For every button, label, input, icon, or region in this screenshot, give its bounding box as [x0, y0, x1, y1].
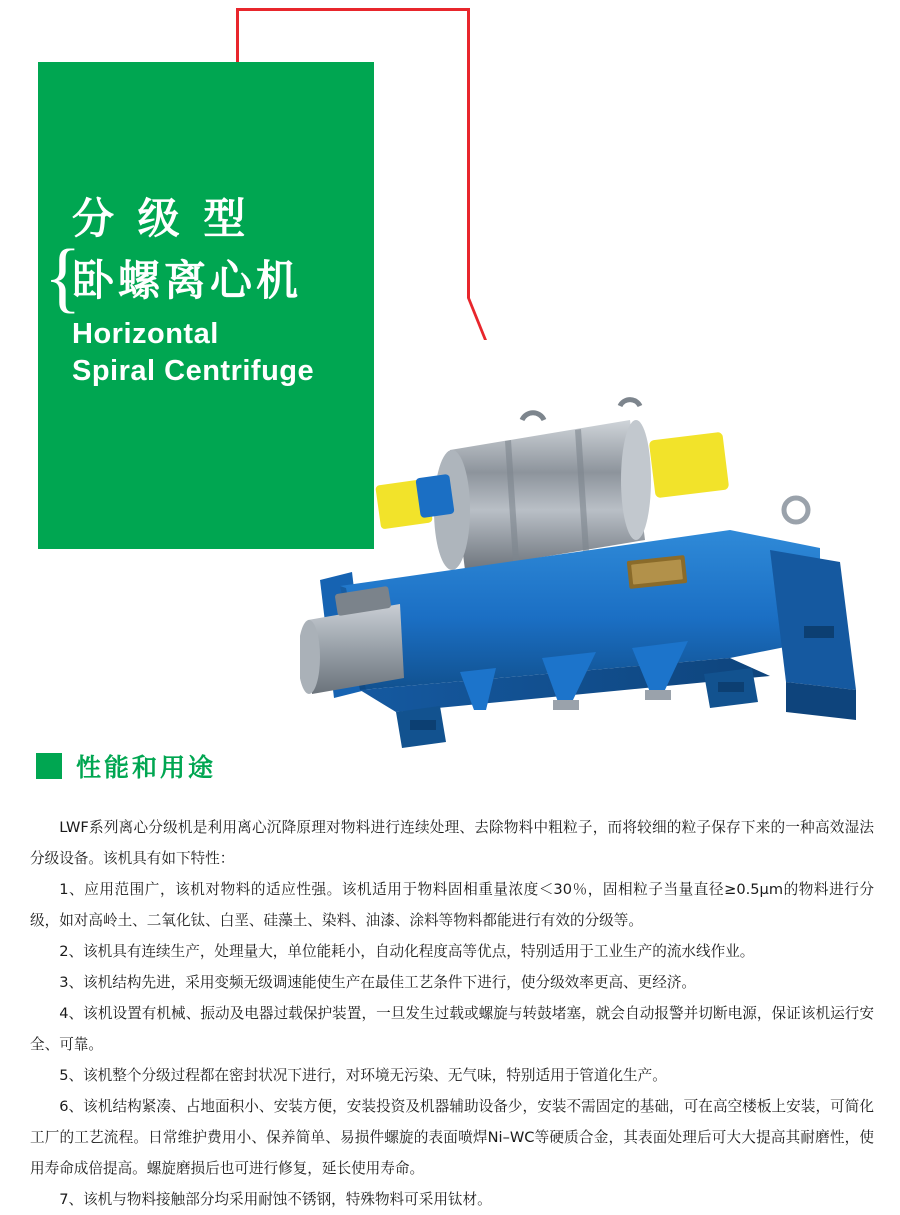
paragraph: 3、该机结构先进，采用变频无级调速能使生产在最佳工艺条件下进行，使分级效率更高、更经济。	[59, 974, 697, 991]
product-title-en-line1: Horizontal	[72, 318, 219, 350]
paragraph: LWF系列离心分级机是利用离心沉降原理对物料进行连续处理、去除物料中粗粒子，而将较细的粒子保存下来的一种高效湿法分级设备。该机具有如下特性：	[30, 819, 874, 867]
section-bullet-icon	[36, 753, 62, 779]
paragraph: 6、该机结构紧凑、占地面积小、安装方便，安装投资及机器辅助设备少，安装不需固定的基础，可在高空楼板上安装，可简化工厂的工艺流程。日常维护费用小、保养简单、易损件螺旋的表面喷焊Ni–WC等硬质合金，其表面处理后可大大提高其耐磨性，使用寿命成倍提高。螺旋磨损后也可进行修复，延长使用寿命。	[30, 1098, 874, 1177]
paragraph: 2、该机具有连续生产，处理量大，单位能耗小，自动化程度高等优点，特别适用于工业生产的流水线作业。	[59, 943, 755, 960]
section-heading-label: 性能和用途	[76, 754, 217, 782]
paragraph: 1、应用范围广，该机对物料的适应性强。该机适用于物料固相重量浓度＜30％，固相粒子当量直径≥0.5μm的物料进行分级，如对高岭土、二氧化钛、白垩、硅藻土、染料、油漆、涂料等物料都能进行有效的分级等。	[30, 881, 874, 929]
paragraph: 7、该机与物料接触部分均采用耐蚀不锈钢，特殊物料可采用钛材。	[59, 1191, 492, 1208]
title-group	[44, 190, 420, 390]
body-copy	[30, 812, 874, 1215]
paragraph: 4、该机设置有机械、振动及电器过载保护装置，一旦发生过载或螺旋与转鼓堵塞，就会自动报警并切断电源，保证该机运行安全、可靠。	[30, 1005, 874, 1053]
product-title-cn-line2: 卧螺离心机	[72, 257, 303, 304]
brace-decoration: {	[44, 233, 82, 320]
product-title-cn-line1: 分 级 型	[72, 195, 252, 242]
centrifuge-machine-image	[300, 390, 900, 810]
section-heading	[36, 748, 216, 784]
product-title-en-line2: Spiral Centrifuge	[72, 355, 315, 387]
paragraph: 5、该机整个分级过程都在密封状况下进行，对环境无污染、无气味，特别适用于管道化生产。	[59, 1067, 667, 1084]
